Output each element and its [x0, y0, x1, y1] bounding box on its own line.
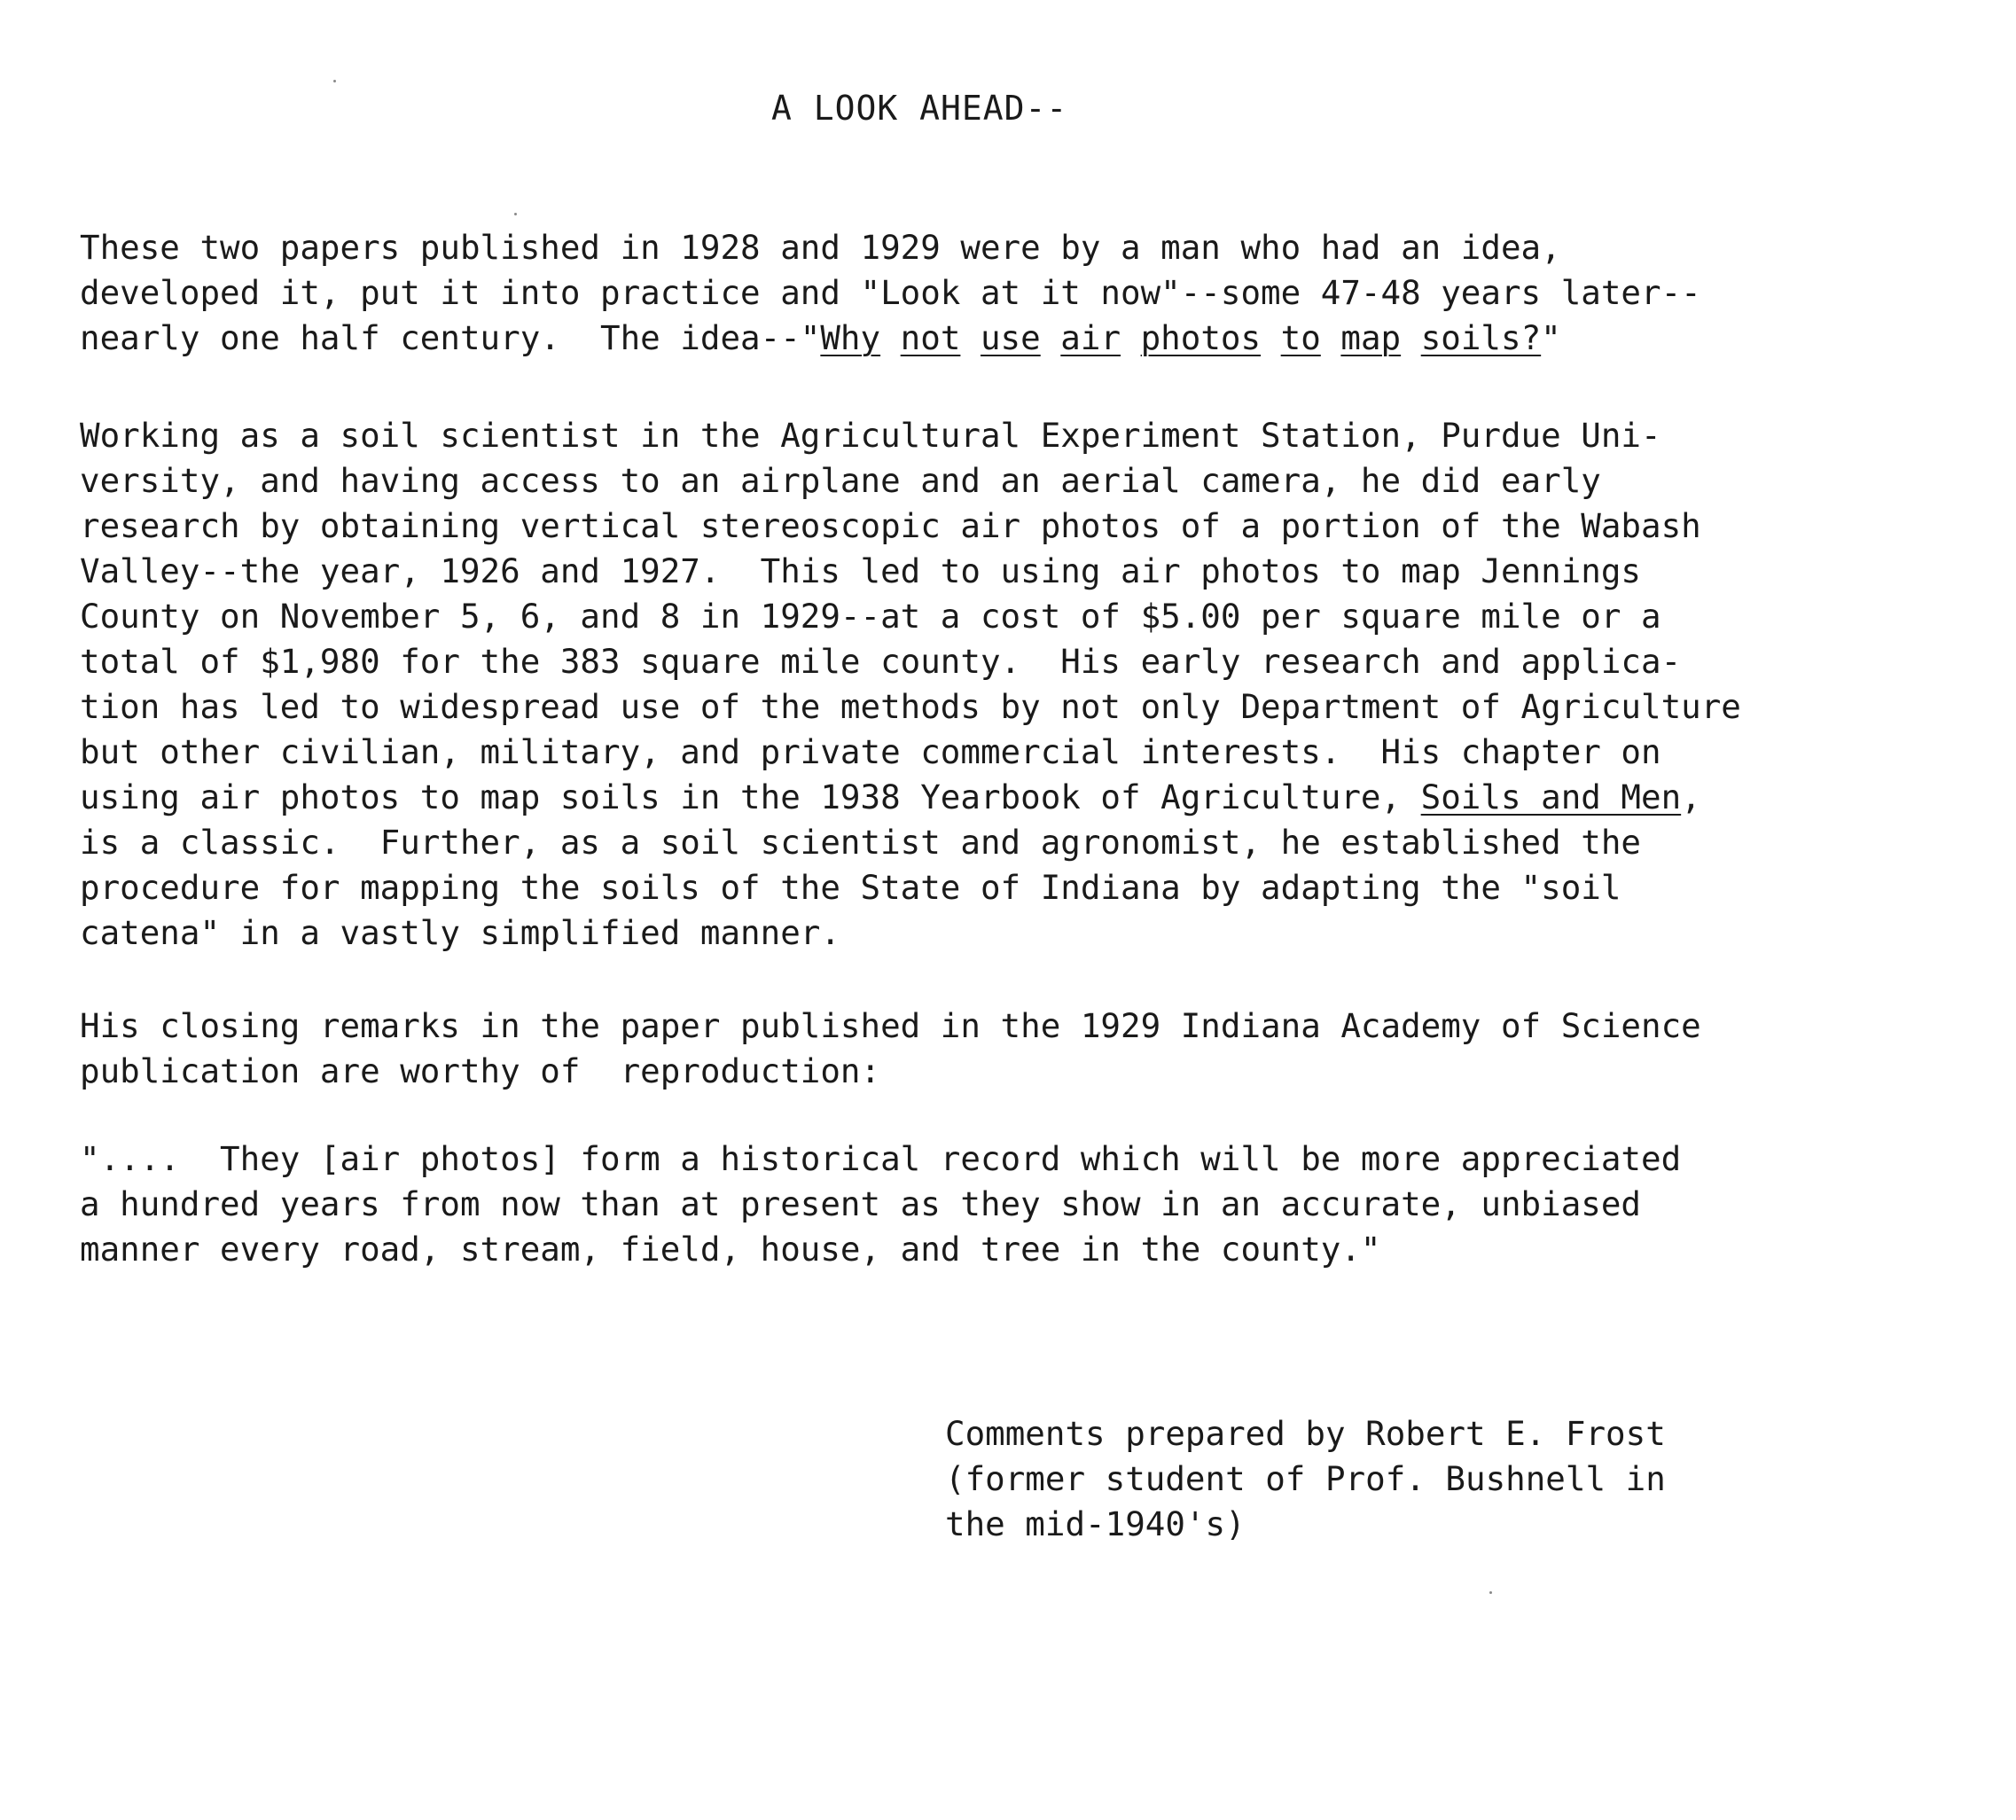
text-line: Working as a soil scientist in the Agricultural Experiment Station, Purdue Uni- — [80, 416, 1661, 455]
text-segment: nearly one half century. The idea--" — [80, 318, 821, 357]
underlined-word: Why — [820, 318, 881, 357]
text-line: Comments prepared by Robert E. Frost — [945, 1414, 1666, 1453]
underlined-word: not — [900, 318, 961, 357]
text-line: catena" in a vastly simplified manner. — [80, 913, 840, 952]
text-line: is a classic. Further, as a soil scientist and agronomist, he established the — [80, 823, 1641, 862]
text-segment: using air photos to map soils in the 1938 Yearbook of Agriculture, — [80, 777, 1421, 816]
text-line-idea — [80, 316, 1986, 361]
scan-speck — [1489, 1591, 1492, 1594]
page-title: A LOOK AHEAD-- — [771, 89, 1068, 128]
text-segment: , — [1681, 777, 1701, 816]
signature-block — [945, 1411, 1965, 1547]
text-line: publication are worthy of reproduction: — [80, 1051, 881, 1090]
underlined-word: air — [1060, 318, 1121, 357]
text-line: research by obtaining vertical stereoscopic air photos of a portion of the Wabash — [80, 506, 1701, 545]
scan-speck — [333, 80, 336, 82]
paragraph-intro — [80, 225, 1986, 361]
paragraph-biography — [80, 413, 1986, 956]
text-line: versity, and having access to an airplane and an aerial camera, he did early — [80, 461, 1601, 500]
text-line: His closing remarks in the paper published in the 1929 Indiana Academy of Science — [80, 1006, 1701, 1045]
text-line: procedure for mapping the soils of the State of Indiana by adapting the "soil — [80, 868, 1621, 907]
text-line: (former student of Prof. Bushnell in — [945, 1459, 1666, 1498]
underlined-word: soils? — [1420, 318, 1542, 357]
quotation — [80, 1137, 1986, 1272]
underlined-word: to — [1280, 318, 1321, 357]
text-line: tion has led to widespread use of the methods by not only Department of Agriculture — [80, 687, 1741, 726]
underlined-word: map — [1340, 318, 1402, 357]
text-line: the mid-1940's) — [945, 1504, 1246, 1543]
text-segment: " — [1541, 318, 1561, 357]
underlined-word: use — [980, 318, 1041, 357]
text-line: manner every road, stream, field, house, and tree in the county." — [80, 1230, 1381, 1269]
text-line: total of $1,980 for the 383 square mile county. His early research and applica- — [80, 642, 1682, 681]
text-line: but other civilian, military, and private commercial interests. His chapter on — [80, 732, 1661, 771]
scan-speck — [514, 213, 517, 215]
text-line: These two papers published in 1928 and 1929 were by a man who had an idea, — [80, 228, 1561, 267]
paragraph-closing-remarks — [80, 1004, 1986, 1094]
text-line: ".... They [air photos] form a historical record which will be more appreciated — [80, 1139, 1682, 1178]
text-line: developed it, put it into practice and "Look at it now"--some 47-48 years later-- — [80, 273, 1701, 312]
text-line: Valley--the year, 1926 and 1927. This led to using air photos to map Jennings — [80, 551, 1641, 590]
text-line-yearbook — [80, 775, 1986, 820]
text-line: County on November 5, 6, and 8 in 1929--at a cost of $5.00 per square mile or a — [80, 597, 1661, 636]
underlined-word: photos — [1140, 318, 1262, 357]
book-title-underlined: Soils and Men — [1420, 777, 1682, 816]
text-line: a hundred years from now than at present as they show in an accurate, unbiased — [80, 1184, 1641, 1223]
